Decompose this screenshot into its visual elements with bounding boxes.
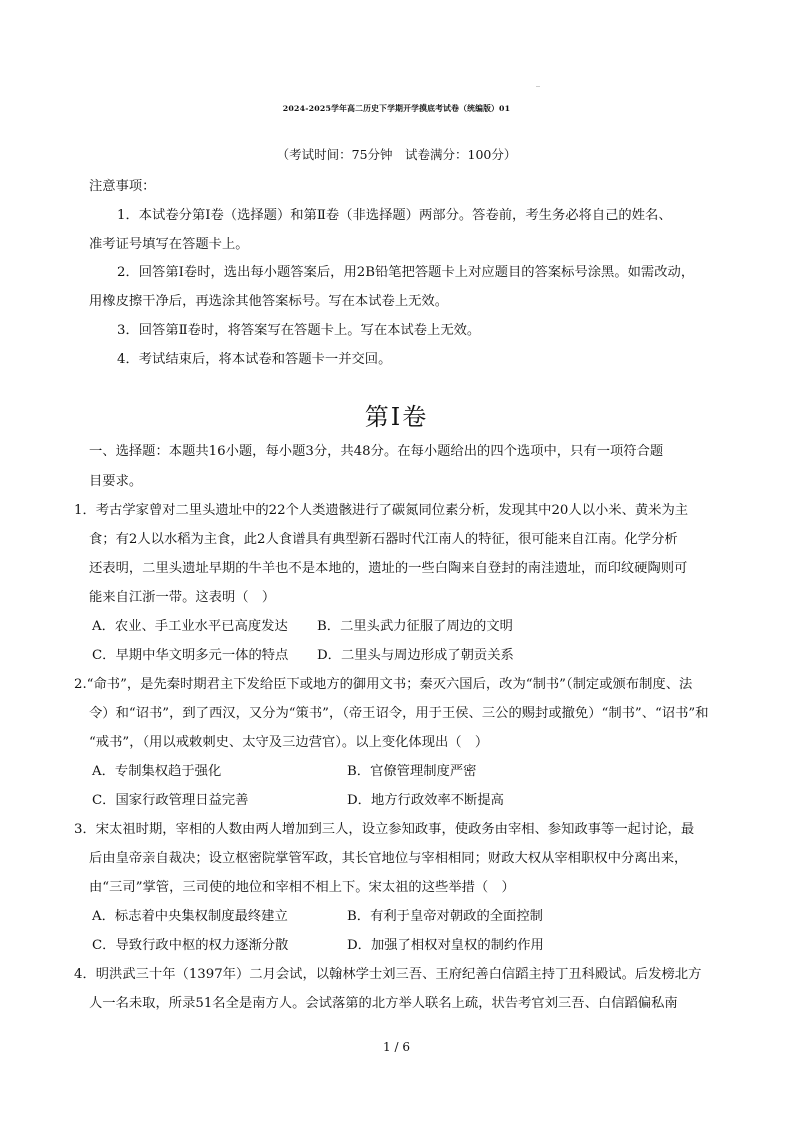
- question-3-line: 由“三司”掌管，三司使的地位和宰相不相上下。宋太祖的这些举措（ ）: [89, 880, 515, 895]
- question-2-line: 令）和“诏书”，到了西汉，又分为“策书”，（帝王诏令，用于王侯、三公的赐封或撤免）“制书”、“诏书”和: [89, 706, 709, 721]
- page-number: 1 / 6: [383, 1040, 410, 1054]
- question-1-option-d[interactable]: D．二里头与周边形成了朝贡关系: [317, 648, 514, 663]
- scan-mark: [536, 86, 540, 87]
- question-4-line: 人一名未取，所录51名全是南方人。会试落第的北方举人联名上疏，状告考官刘三吾、白信蹈偏私南: [89, 996, 678, 1011]
- exam-subtitle: （考试时间：75分钟 试卷满分：100分）: [276, 147, 517, 162]
- question-1-option-b[interactable]: B．二里头武力征服了周边的文明: [317, 619, 513, 634]
- question-2-line: 2.“命书”，是先秦时期君主下发给臣下或地方的御用文书；秦灭六国后，改为“制书”（制定或颁布制度、法: [74, 677, 693, 692]
- notes-heading: 注意事项：: [89, 179, 156, 194]
- section-intro: 一、选择题：本题共16小题，每小题3分，共48分。在每小题给出的四个选项中，只有一项符合题: [89, 444, 664, 459]
- question-2-option-d[interactable]: D．地方行政效率不断提高: [347, 793, 504, 808]
- question-1-option-a[interactable]: A．农业、手工业水平已高度发达: [92, 619, 288, 634]
- question-4-line: 4．明洪武三十年（1397年）二月会试，以翰林学士刘三吾、王府纪善白信蹈主持丁丑科殿试。后发榜北方: [74, 967, 702, 982]
- question-2-option-c[interactable]: C．国家行政管理日益完善: [92, 793, 249, 808]
- note-line: 1．本试卷分第Ⅰ卷（选择题）和第Ⅱ卷（非选择题）两部分。答卷前，考生务必将自己的姓名、: [117, 208, 672, 223]
- note-line: 4．考试结束后，将本试卷和答题卡一并交回。: [117, 352, 392, 367]
- question-3-option-b[interactable]: B．有利于皇帝对朝政的全面控制: [347, 909, 543, 924]
- note-line: 准考证号填写在答题卡上。: [89, 237, 249, 252]
- question-3-option-d[interactable]: D．加强了相权对皇权的制约作用: [347, 938, 544, 953]
- question-2-option-b[interactable]: B．官僚管理制度严密: [347, 764, 477, 779]
- question-1-line: 还表明，二里头遗址早期的牛羊也不是本地的，遗址的一些白陶来自登封的南洼遗址，而印纹硬陶则可: [89, 561, 688, 576]
- question-1-line: 能来自江浙一带。这表明（ ）: [89, 590, 276, 605]
- question-3-line: 3．宋太祖时期，宰相的人数由两人增加到三人，设立参知政事，使政务由宰相、参知政事等一起讨论，最: [74, 822, 695, 837]
- note-line: 3．回答第Ⅱ卷时，将答案写在答题卡上。写在本试卷上无效。: [117, 323, 481, 338]
- question-2-option-a[interactable]: A．专制集权趋于强化: [92, 764, 222, 779]
- note-line: 2．回答第Ⅰ卷时，选出每小题答案后，用2B铅笔把答题卡上对应题目的答案标号涂黑。如需改动，: [117, 265, 695, 280]
- question-1-line: 食；有2人以水稻为主食，此2人食谱具有典型新石器时代江南人的特征，很可能来自江南。化学分析: [89, 532, 678, 547]
- question-3-option-c[interactable]: C．导致行政中枢的权力逐渐分散: [92, 938, 289, 953]
- question-2-line: “戒书”，（用以戒敕刺史、太守及三边营官）。以上变化体现出（ ）: [89, 735, 489, 750]
- note-line: 用橡皮擦干净后，再选涂其他答案标号。写在本试卷上无效。: [89, 294, 449, 309]
- question-1-line: 1．考古学家曾对二里头遗址中的22个人类遗骸进行了碳氮同位素分析，发现其中20人以小米、黄米为主: [74, 503, 689, 518]
- question-1-option-c[interactable]: C．早期中华文明多元一体的特点: [92, 648, 289, 663]
- question-3-option-a[interactable]: A．标志着中央集权制度最终建立: [92, 909, 288, 924]
- section-intro: 目要求。: [89, 474, 143, 489]
- question-3-line: 后由皇帝亲自裁决；设立枢密院掌管军政，其长官地位与宰相相同；财政大权从宰相职权中分离出来，: [89, 851, 688, 866]
- exam-title: 2024-2025学年高二历史下学期开学摸底考试卷（统编版）01: [282, 104, 511, 113]
- section-heading: 第Ⅰ卷: [364, 403, 429, 431]
